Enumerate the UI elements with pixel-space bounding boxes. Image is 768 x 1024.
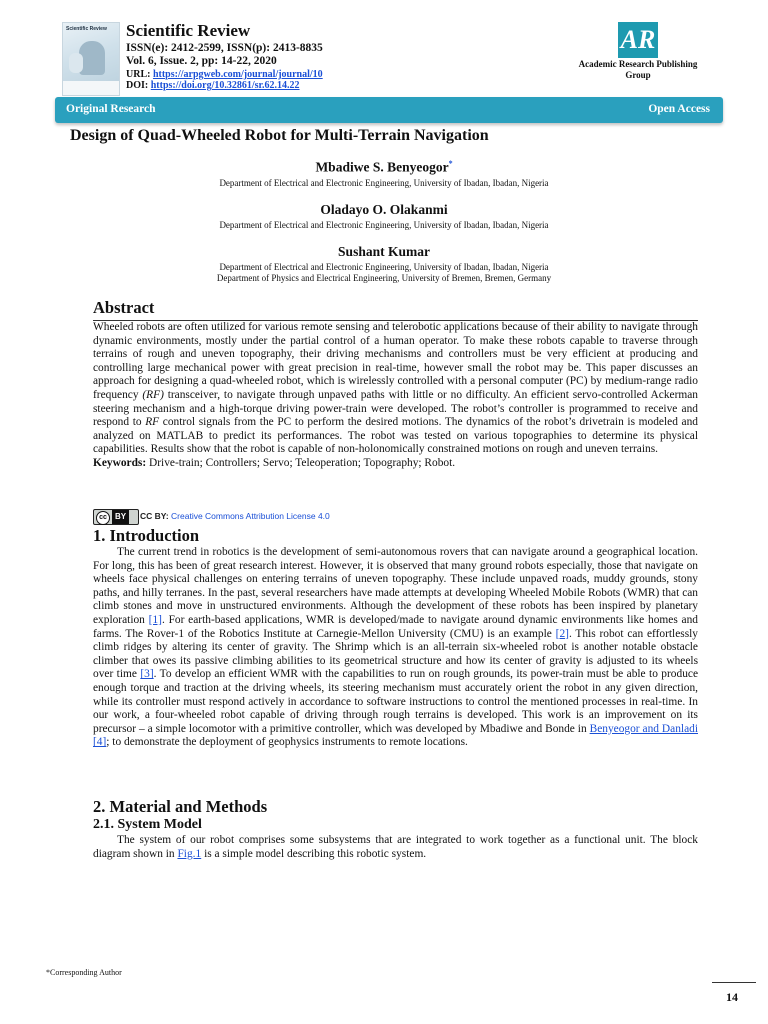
open-access-label: Open Access: [648, 103, 710, 115]
author-2-affiliation: Department of Electrical and Electronic Engineering, University of Ibadan, Ibadan, Nigeria: [219, 220, 549, 230]
author-name: Mbadiwe S. Benyeogor: [315, 159, 449, 175]
abstract-text: Wheeled robots are often utilized for various remote sensing and telerobotic applications because of their ability to navigate through dynamic environments, mostly under the partial control of a human operator. To make these robots capable to traverse through terrains of rough and uneven topography, their driving mechanisms and controllers must be very efficient at producing and controlling large mechanical power with great precision in real-time, however small the robot may be. This paper discusses an approach for designing a quad-wheeled robot, which is wirelessly controlled with a personal computer (PC) by medium-range radio frequency (RF) transceiver, to navigate through unpaved paths with little or no difficulty. An efficient servo-controlled Ackerman steering mechanism and a high-torque driving power-train were developed. The robot’s controller is programmed to receive and respond to RF control signals from the PC to perform the desired motions. The dynamics of the robot’s drivetrain is modeled and analyzed on MATLAB to predict its performances. The robot was tested on various topographies to determine its physical capabilities. Results show that the robot is capable of non-holonomically constrained motions on rough and uneven terrains.: [93, 321, 698, 456]
introduction-heading: 1. Introduction: [93, 526, 200, 545]
author-3-affiliation-2: Department of Physics and Electrical Engineering, University of Bremen, Bremen, Germany: [216, 273, 552, 283]
author-3: Sushant Kumar: [338, 244, 430, 259]
citation-link-4[interactable]: Benyeogor and Danladi [4]: [93, 722, 698, 749]
author-3-affiliation-1: Department of Electrical and Electronic Engineering, University of Ibadan, Ibadan, Nigeria: [219, 262, 549, 272]
author-2: Oladayo O. Olakanmi: [320, 202, 448, 217]
journal-issn: ISSN(e): 2412-2599, ISSN(p): 2413-8835: [126, 42, 323, 54]
abstract-heading: Abstract: [93, 298, 155, 317]
by-icon: BY: [112, 510, 129, 524]
system-model-subheading: 2.1. System Model: [93, 817, 202, 832]
article-type-label: Original Research: [66, 103, 156, 115]
publisher-name: Academic Research Publishing Group: [578, 59, 698, 80]
citation-link-1[interactable]: [1]: [148, 613, 162, 626]
introduction-paragraph: The current trend in robotics is the development of semi-autonomous rovers that can navigate around a geographical location. For long, this has been of great research interest. However, it is observed that many ground robots especially, those that navigate on wheels face physical challenges on entering terrains of uneven topography. These include unpaved roads, muddy grounds, stony paths, and hilly terranes. In the past, several researchers have made attempts at developing Wheeled Mobile Robots (WMR) that can climb stones and move in unstructured environments. Although the development of these robots has been inspired by planetary exploration [1]. For earth-based applications, WMR is developed/made to navigate around dynamic environments like homes and farms. The Rover-1 of the Robotics Institute at Carnegie-Mellon University (CMU) is an example [2]. This robot can effortlessly climb ridges by altering its center of gravity. The Shrimp which is an all-terrain six-wheeled robot is another notable obstacle climber that owes its passive climbing abilities to its geometrical structure and how its center of gravity is adjusted to its wheels over time [3]. To develop an efficient WMR with the capabilities to run on rough grounds, its power-train must be able to produce enough torque and traction at the driving wheels, its steering mechanism must accurately orient the robot in any given direction, while its controller must respond actively in accordance to software instructions to control the mentioned processes in real-time. In our work, a four-wheeled robot capable of driving through rough terrains is developed. This work is an improvement on its precursor – a simple locomotor with a primitive controller, which was developed by Mbadiwe and Bonde in Benyeogor and Danladi [4]; to demonstrate the deployment of geophysics instruments to remote locations.: [93, 546, 699, 749]
journal-doi-link[interactable]: https://doi.org/10.32861/sr.62.14.22: [150, 80, 300, 91]
page-number-rule: [712, 982, 756, 983]
cc-license-badge[interactable]: [93, 509, 139, 525]
journal-cover-thumbnail: [62, 22, 120, 96]
corresponding-author-footnote: *Corresponding Author: [46, 968, 122, 977]
paper-title: Design of Quad-Wheeled Robot for Multi-Terrain Navigation: [70, 127, 489, 144]
journal-volume: Vol. 6, Issue. 2, pp: 14-22, 2020: [126, 55, 277, 67]
figure-link[interactable]: Fig.1: [177, 847, 202, 860]
article-type-banner: [55, 97, 723, 123]
page-number: 14: [726, 990, 738, 1004]
methods-body: [93, 834, 698, 861]
journal-doi-line: [126, 80, 300, 91]
url-label: URL:: [126, 69, 151, 80]
journal-url-line: [126, 69, 323, 80]
license-label: CC BY:: [140, 511, 169, 521]
journal-url-link[interactable]: https://arpgweb.com/journal/journal/10: [152, 69, 323, 80]
doi-label: DOI:: [126, 80, 149, 91]
citation-link-3[interactable]: [3]: [140, 668, 154, 681]
cc-icon: cc: [96, 511, 110, 525]
publisher-logo: AR: [618, 22, 658, 58]
author-1-affiliation: Department of Electrical and Electronic Engineering, University of Ibadan, Ibadan, Nigeria: [219, 178, 549, 188]
introduction-body: [93, 546, 698, 750]
license-link[interactable]: Creative Commons Attribution License 4.0: [171, 511, 330, 521]
license-line: [140, 511, 330, 521]
cover-title: Scientific Review: [66, 26, 107, 32]
citation-link-2[interactable]: [2]: [555, 627, 569, 640]
methods-paragraph: The system of our robot comprises some subsystems that are integrated to work together as a functional unit. The block diagram shown in Fig.1 is a simple model describing this robotic system.: [93, 834, 698, 860]
abstract-body: [93, 321, 698, 471]
corresponding-author-mark[interactable]: *: [448, 159, 453, 168]
methods-heading: 2. Material and Methods: [93, 797, 268, 816]
journal-title: Scientific Review: [126, 21, 251, 40]
author-1: [0, 159, 768, 176]
keywords: Keywords: Drive-train; Controllers; Servo; Teleoperation; Topography; Robot.: [93, 456, 456, 469]
